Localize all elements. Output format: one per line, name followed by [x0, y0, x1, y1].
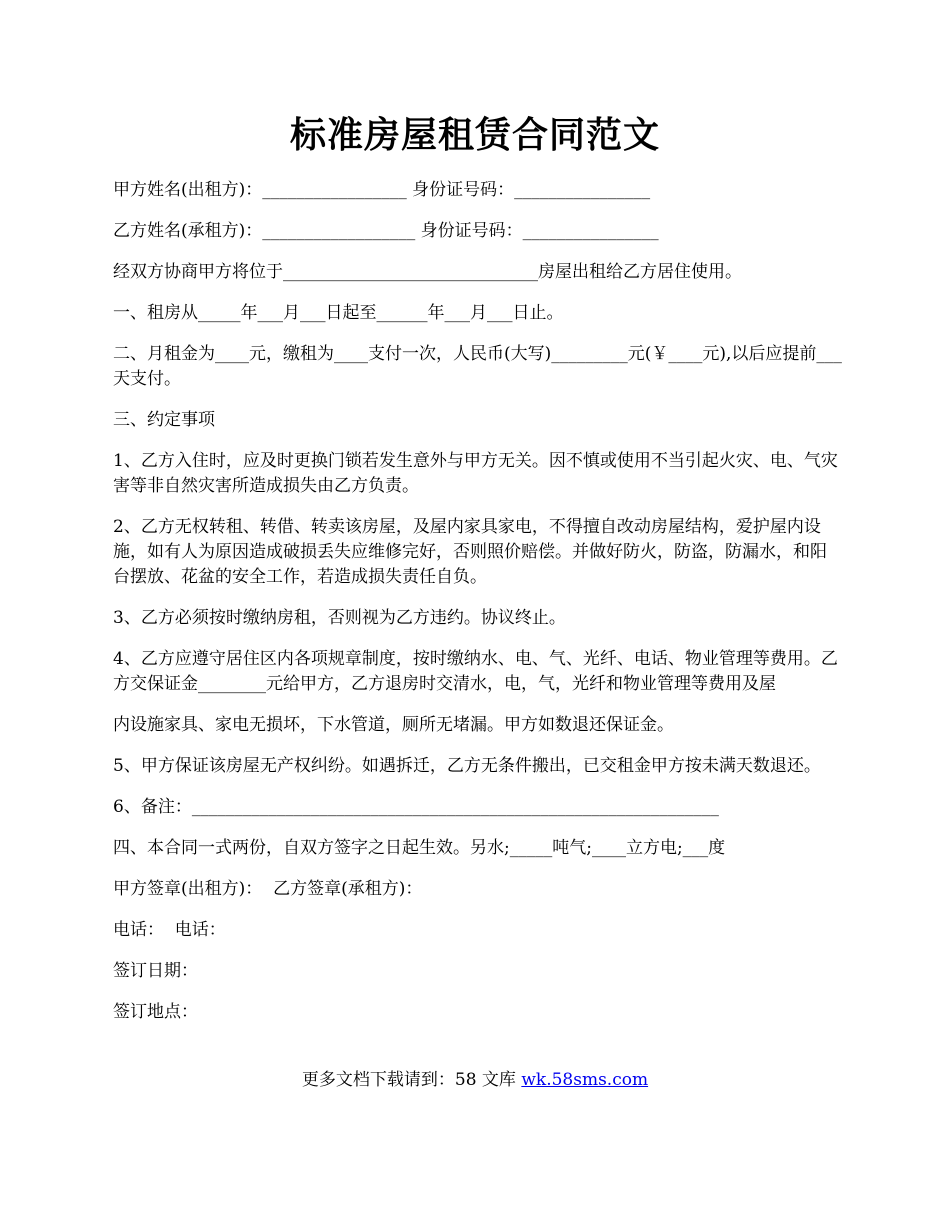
phone-line: 电话： 电话： [113, 920, 226, 940]
footer-link[interactable]: wk.58sms.com [521, 1070, 649, 1090]
term-item-4-continued: 内设施家具、家电无损坏，下水管道，厕所无堵漏。甲方如数退还保证金。 [113, 715, 674, 735]
document-body [113, 178, 843, 1041]
footer-text: 更多文档下载请到：58 文库 [301, 1070, 522, 1090]
term-item-4: 4、乙方应遵守居住区内各项规章制度，按时缴纳水、电、气、光纤、电话、物业管理等费用。乙方交保证金________元给甲方，乙方退房时交清水，电，气，光纤和物业管理等费用及屋 [113, 649, 838, 694]
term-item-5: 5、甲方保证该房屋无产权纠纷。如遇拆迁，乙方无条件搬出，已交租金甲方按未满天数退还。 [113, 756, 821, 776]
footer [0, 1068, 950, 1093]
party-a-line: 甲方姓名(出租方)：_________________ 身份证号码：________________ [113, 180, 651, 200]
signing-date-line: 签订日期： [113, 961, 198, 981]
term-item-2: 2、乙方无权转租、转借、转卖该房屋，及屋内家具家电，不得擅自改动房屋结构，爱护屋内设施，如有人为原因造成破损丢失应维修完好，否则照价赔偿。并做好防火，防盗，防漏水，和阳台摆放、花盆的安全工作，若造成损失责任自负。 [113, 517, 827, 587]
signing-place-line: 签订地点： [113, 1002, 198, 1022]
property-location-line: 经双方协商甲方将位于______________________________房屋出租给乙方居住使用。 [113, 262, 742, 282]
document-title: 标准房屋租赁合同范文 [289, 114, 660, 156]
remarks-line: 6、备注：______________________________________________________________ [113, 797, 719, 817]
term-item-1: 1、乙方入住时，应及时更换门锁若发生意外与甲方无关。因不慎或使用不当引起火灾、电、气灾害等非自然灾害所造成损失由乙方负责。 [113, 451, 838, 496]
rent-clause: 二、月租金为____元，缴租为____支付一次，人民币(大写)_________元(￥____元),以后应提前___天支付。 [113, 344, 842, 389]
party-b-line: 乙方姓名(承租方)：__________________ 身份证号码：________________ [113, 221, 659, 241]
signature-line: 甲方签章(出租方)： 乙方签章(承租方)： [113, 879, 423, 899]
validity-clause: 四、本合同一式两份，自双方签字之日起生效。另水;_____吨气;____立方电;___度 [113, 838, 726, 858]
lease-term-clause: 一、租房从_____年___月___日起至______年___月___日止。 [113, 303, 564, 323]
section-heading-terms: 三、约定事项 [113, 410, 215, 430]
term-item-3: 3、乙方必须按时缴纳房租，否则视为乙方违约。协议终止。 [113, 608, 566, 628]
